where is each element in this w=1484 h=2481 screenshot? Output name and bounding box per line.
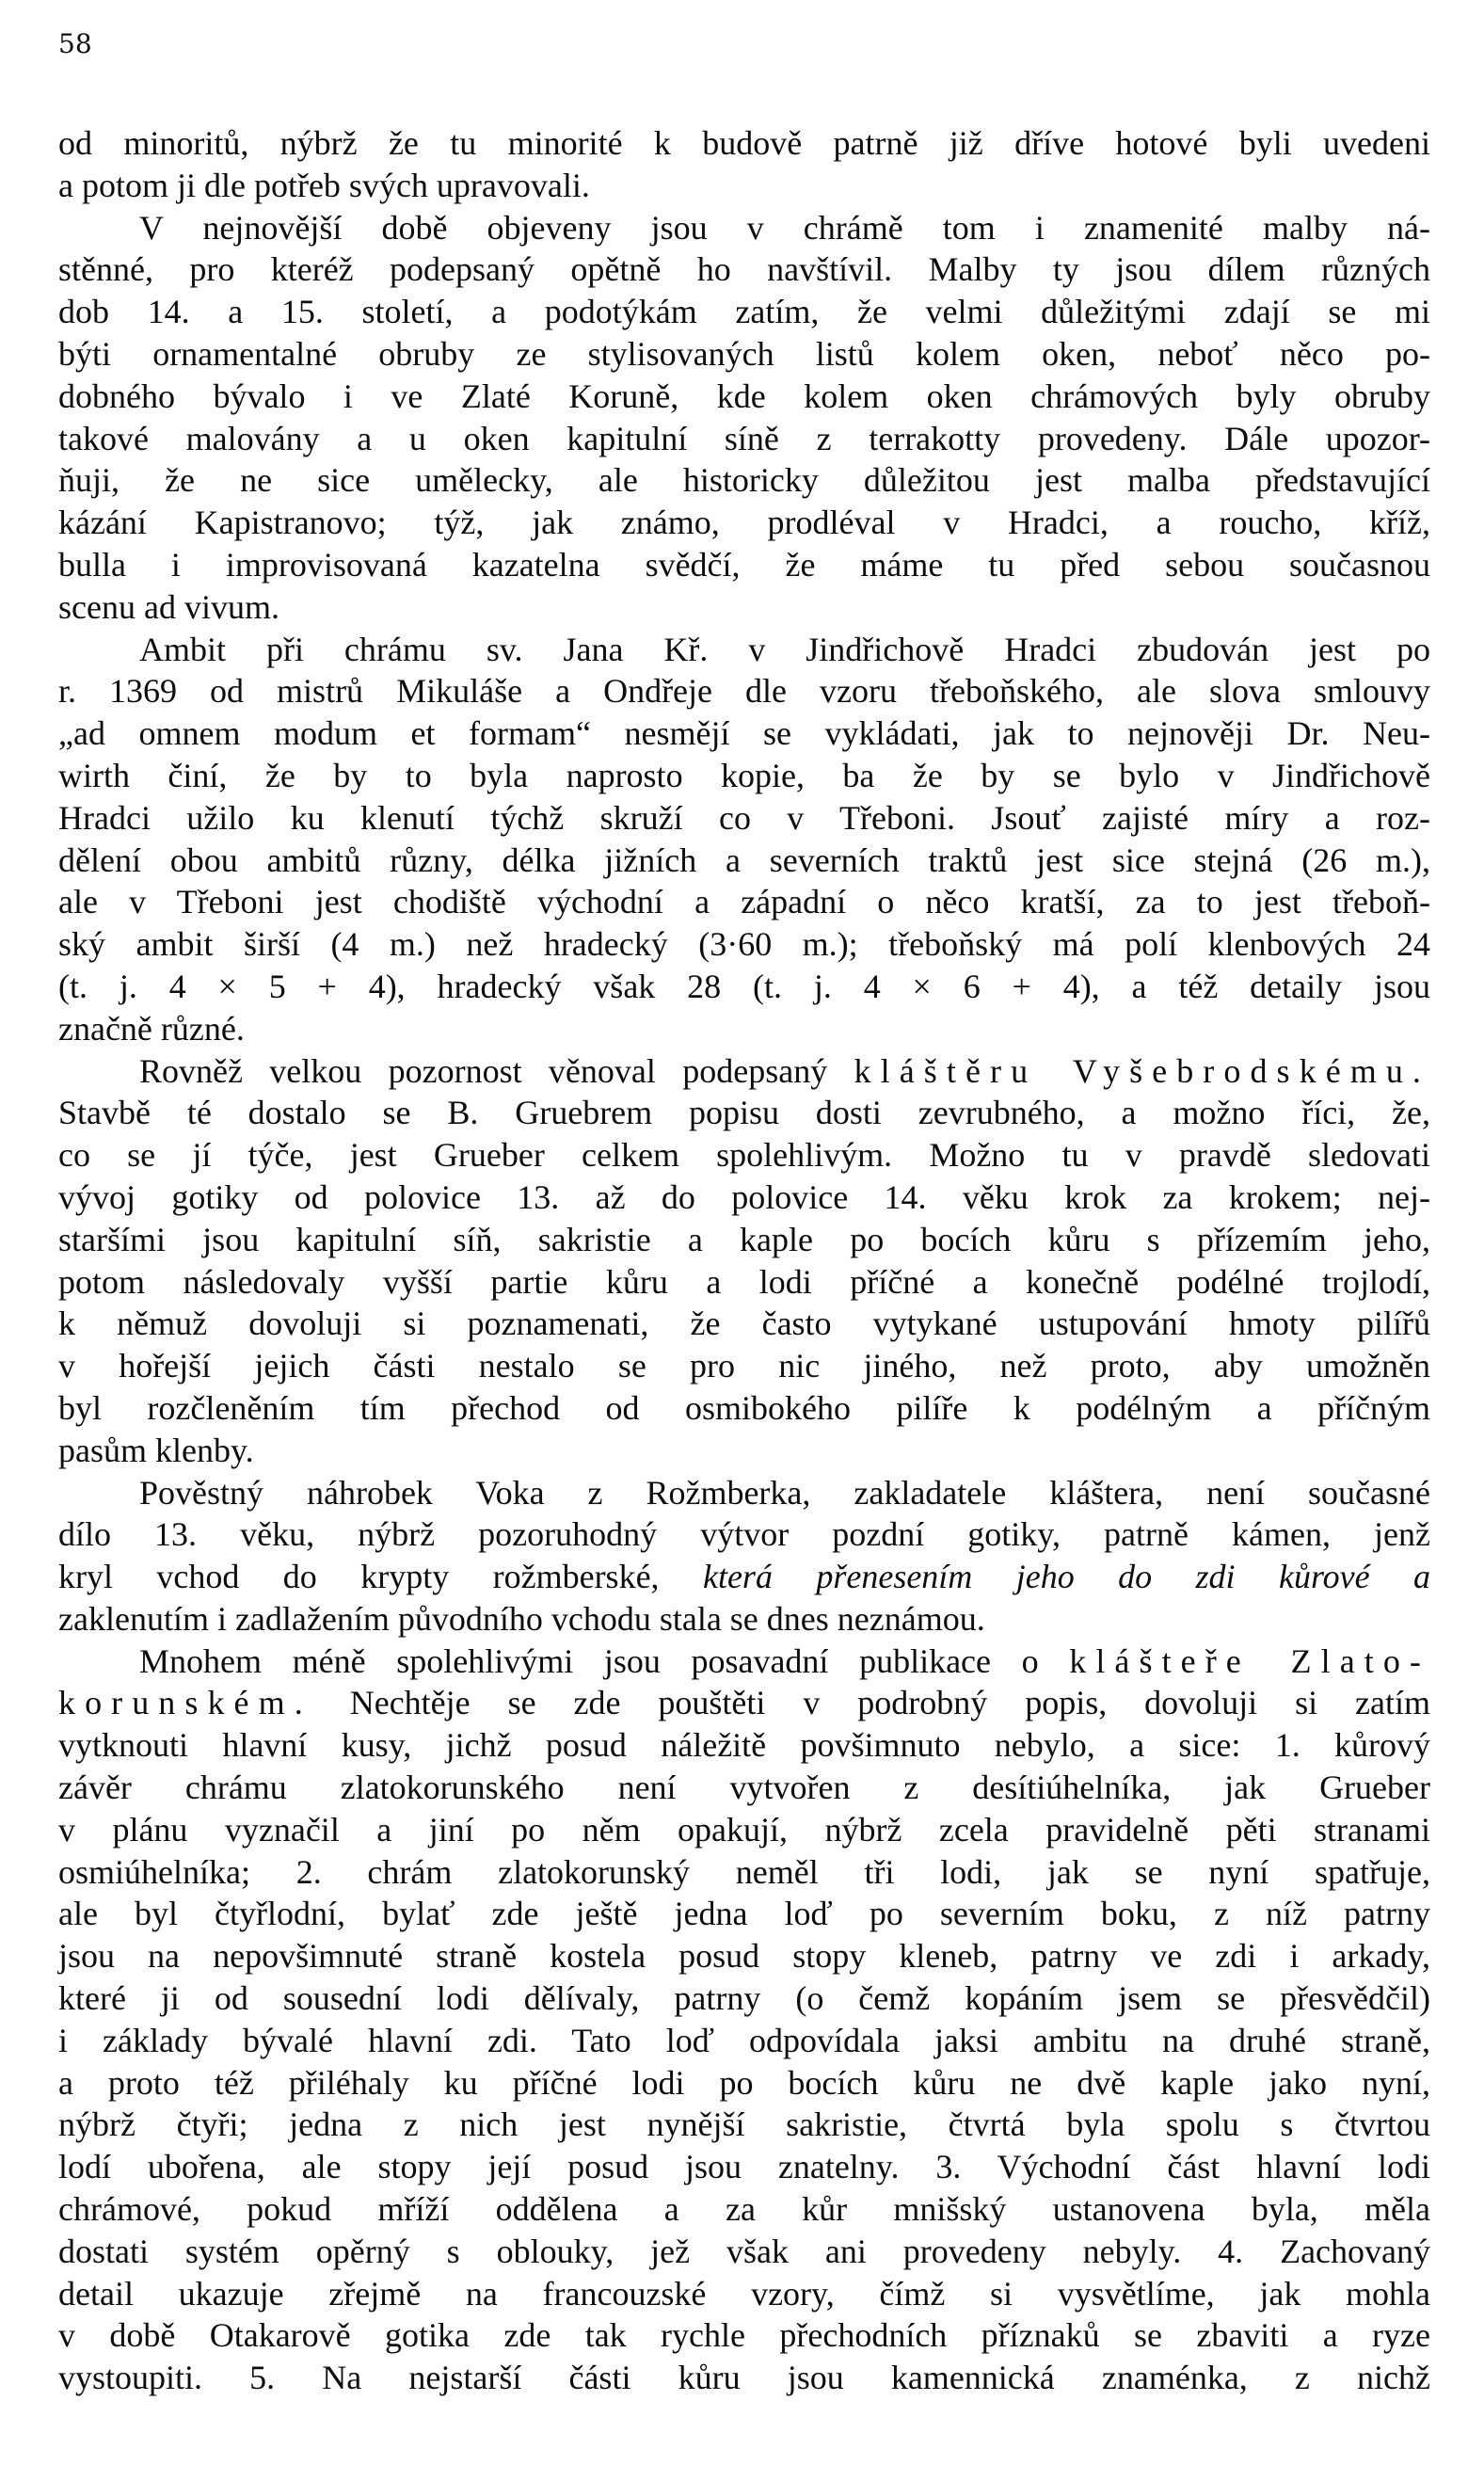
text-line: k němuž dovoluji si poznamenati, že často vytykané ustupování hmoty pilířů [58,1305,1430,1343]
text-line: Stavbě té dostalo se B. Gruebrem popisu dosti zevrubného, a možno říci, že, [58,1094,1430,1132]
text-line: Hradci užilo ku klenutí týchž skruží co v Třeboni. Jsouť zajisté míry a roz- [58,798,1430,837]
text-line: v době Otakarově gotika zde tak rychle přechodních příznaků se zbaviti a ryze [58,2316,1430,2355]
text-line: staršími jsou kapitulní síň, sakristie a kaple po bocích kůru s přízemím jeho, [58,1220,1430,1258]
text-line: býti ornamentalné obruby ze stylisovaných listů kolem oken, neboť něco po- [58,334,1430,373]
text-line: ňuji, že ne sice umělecky, ale historicky důležitou jest malba představující [58,461,1430,500]
text-line: potom následovaly vyšší partie kůru a lodi příčné a konečně podélné trojlodí, [58,1262,1430,1301]
text-line [58,1050,1430,1093]
text-line: bulla i improvisovaná kazatelna svědčí, že máme tu před sebou současnou [58,545,1430,584]
text-line: v hořejší jejich části nestalo se pro nic jiného, než proto, aby umožněn [58,1347,1430,1385]
text-run: Rovněž velkou pozornost věnoval podepsaný [139,1051,854,1090]
text-line: a proto též přiléhaly ku příčné lodi po bocích kůru ne dvě kaple jako nyní, [58,2063,1430,2102]
spaced-text: klášteře Zlato- [1069,1641,1430,1680]
text-line: závěr chrámu zlatokorunského není vytvořen z desítiúhelníka, jak Grueber [58,1769,1430,1807]
text-line: od minoritů, nýbrž že tu minorité k budově patrně již dříve hotové byli uvedeni [58,124,1430,162]
text-line: V nejnovější době objeveny jsou v chrámě tom i znamenité malby ná- [139,208,1430,247]
text-line: chrámové, pokud mříží oddělena a za kůr mnišský ustanovena byla, měla [58,2190,1430,2229]
text-line: v plánu vyznačil a jiní po něm opakují, nýbrž zcela pravidelně pěti stranami [58,1810,1430,1849]
text-line: ale byl čtyřlodní, bylať zde ještě jedna loď po severním boku, z níž patrny [58,1895,1430,1933]
text-line: detail ukazuje zřejmě na francouzské vzory, čímž si vysvětlíme, jak mohla [58,2274,1430,2313]
text-line: vytknouti hlavní kusy, jichž posud náležitě povšimnuto nebylo, a sice: 1. kůrový [58,1726,1430,1765]
text-line: i základy bývalé hlavní zdi. Tato loď odpovídala jaksi ambitu na druhé straně, [58,2021,1430,2059]
text-line: dělení obou ambitů různy, délka jižních a severních traktů jest sice stejná (26 m.), [58,840,1430,879]
text-line: dostati systém opěrný s oblouky, jež však ani provedeny nebyly. 4. Zachovaný [58,2232,1430,2270]
text-line: vývoj gotiky od polovice 13. až do polovice 14. věku krok za krokem; nej- [58,1177,1430,1216]
text-line: takové malovány a u oken kapitulní síně z terrakotty provedeny. Dále upozor- [58,419,1430,457]
text-line: (t. j. 4 × 5 + 4), hradecký však 28 (t. j. 4 × 6 + 4), a též detaily jsou [58,967,1430,1005]
text-line: byl rozčleněním tím přechod od osmibokého pilíře k podélným a příčným [58,1388,1430,1427]
text-line: a potom ji dle potřeb svých upravovali. [58,166,590,204]
text-line: dob 14. a 15. století, a podotýkám zatím, že velmi důležitými zdají se mi [58,293,1430,331]
text-line: vystoupiti. 5. Na nejstarší části kůru jsou kamennická znaménka, z nichž [58,2359,1430,2397]
text-line: dílo 13. věku, nýbrž pozoruhodný výtvor pozdní gotiky, patrně kámen, jenž [58,1515,1430,1554]
text-line: wirth činí, že by to byla naprosto kopie, ba že by se bylo v Jindřichově [58,756,1430,794]
text-run: Mnohem méně spolehlivými jsou posavadní publikace o [139,1641,1070,1680]
spaced-text: kláštěru Vyšebrodskému. [854,1051,1431,1090]
text-line: pasům klenby. [58,1431,254,1469]
text-line: značně různé. [58,1009,245,1048]
text-line: Ambit při chrámu sv. Jana Kř. v Jindřichově Hradci zbudován jest po [139,630,1430,668]
text-line: kázání Kapistranovo; týž, jak známo, prodléval v Hradci, a roucho, kříž, [58,504,1430,542]
text-line: „ad omnem modum et formam“ nesmějí se vykládati, jak to nejnověji Dr. Neu- [58,714,1430,753]
text-line: které ji od sousední lodi dělívaly, patrny (o čemž kopáním jsem se přesvědčil) [58,1979,1430,2018]
text-run: kryl vchod do krypty rožmberské, [58,1558,703,1596]
body-text [58,122,1430,2399]
text-line: zaklenutím i zadlažením původního vchodu stala se dnes neznámou. [58,1599,985,1638]
text-line: lodí ubořena, ale stopy její posud jsou znatelny. 3. Východní část hlavní lodi [58,2148,1430,2186]
spaced-text: korunském. [58,1684,312,1722]
text-line: scenu ad vivum. [58,587,279,626]
text-line: ale v Třeboni jest chodiště východní a západní o něco kratší, za to jest třeboň- [58,883,1430,921]
text-line: ský ambit širší (4 m.) než hradecký (3·60 m.); třeboňský má polí klenbových 24 [58,925,1430,964]
text-line: Pověstný náhrobek Voka z Rožmberka, zakladatele kláštera, není současné [139,1473,1430,1512]
text-line [58,1556,1430,1598]
text-line: osmiúhelníka; 2. chrám zlatokorunský neměl tři lodi, jak se nyní spatřuje, [58,1852,1430,1891]
text-run: Nechtěje se zde pouštěti v podrobný popis, dovoluji si zatím [311,1684,1430,1722]
text-line: dobného bývalo i ve Zlaté Koruně, kde kolem oken chrámových byly obruby [58,376,1430,415]
text-line: jsou na nepovšimnuté straně kostela posud stopy kleneb, patrny ve zdi i arkady, [58,1937,1430,1976]
text-line [58,1682,1430,1724]
text-line: r. 1369 od mistrů Mikuláše a Ondřeje dle vzoru třeboňského, ale slova smlouvy [58,672,1430,711]
text-line: nýbrž čtyři; jedna z nich jest nynější sakristie, čtvrtá byla spolu s čtvrtou [58,2105,1430,2144]
text-line: stěnné, pro kteréž podepsaný opětně ho navštívil. Malby ty jsou dílem různých [58,250,1430,289]
italic-text: která přenesením jeho do zdi kůrové a [702,1558,1430,1596]
text-line: co se jí týče, jest Grueber celkem spolehlivým. Možno tu v pravdě sledovati [58,1136,1430,1175]
text-line [58,1641,1430,1683]
page-number: 58 [58,28,92,59]
